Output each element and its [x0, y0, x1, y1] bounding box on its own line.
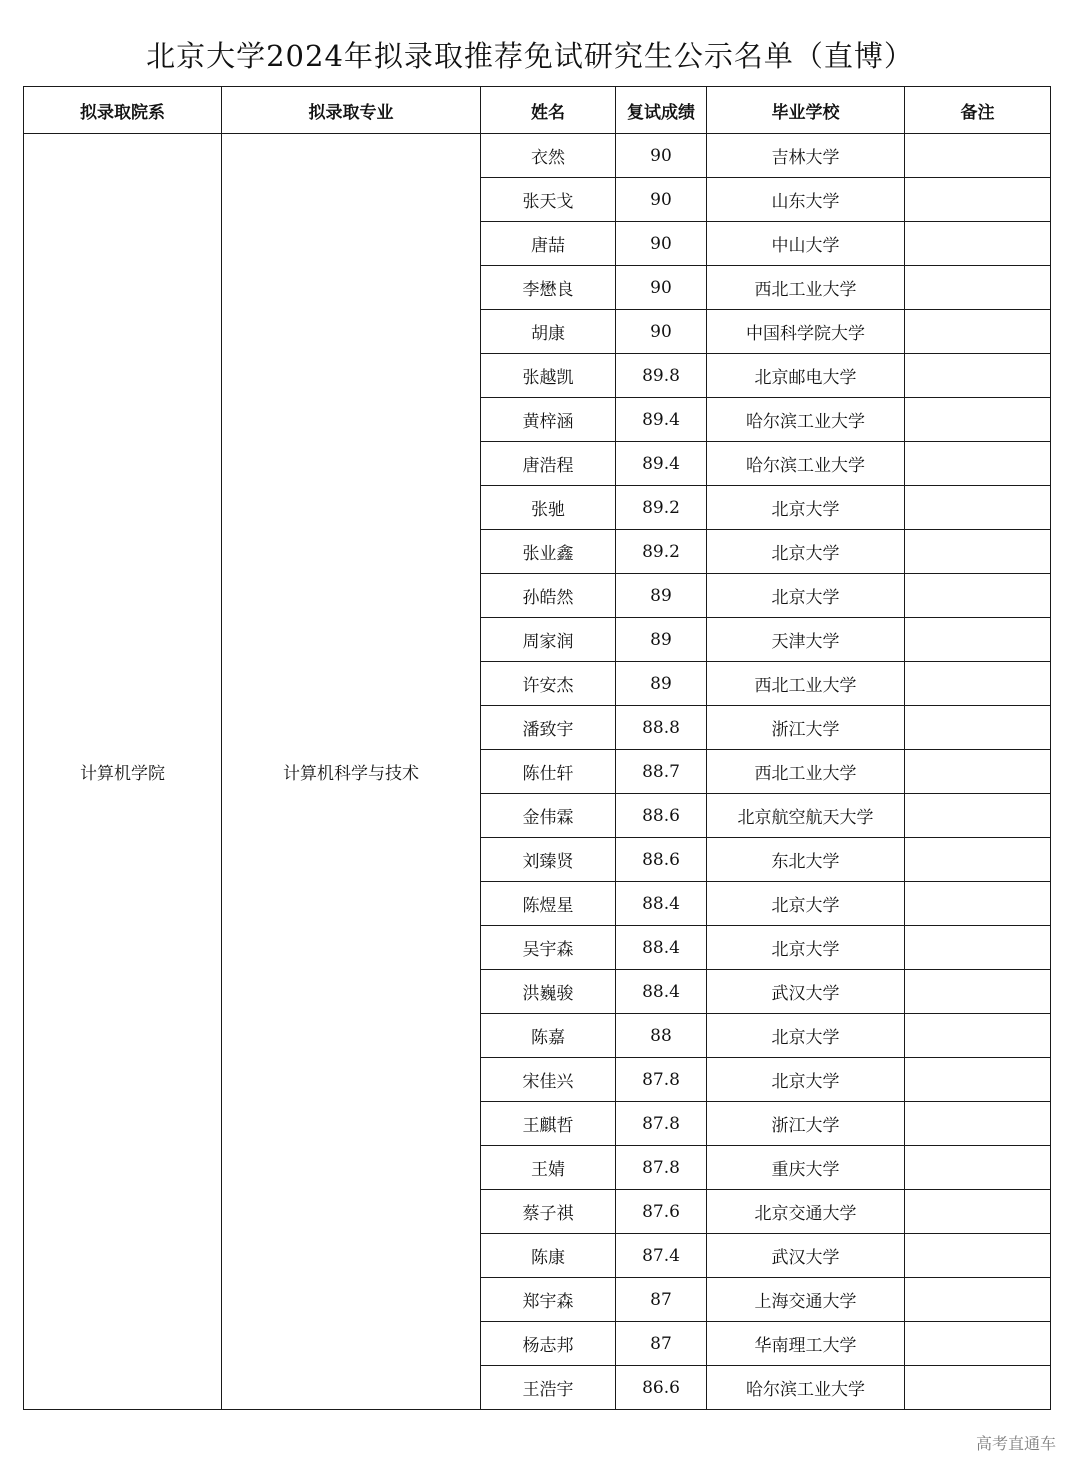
name-cell: 许安杰 — [481, 662, 616, 706]
score-cell: 89 — [616, 662, 707, 706]
school-cell: 西北工业大学 — [707, 266, 905, 310]
name-cell: 杨志邦 — [481, 1322, 616, 1366]
school-cell: 武汉大学 — [707, 1234, 905, 1278]
remark-cell — [905, 486, 1051, 530]
name-cell: 陈嘉 — [481, 1014, 616, 1058]
score-cell: 87 — [616, 1322, 707, 1366]
department-cell: 计算机学院 — [24, 134, 222, 1410]
school-cell: 上海交通大学 — [707, 1278, 905, 1322]
remark-cell — [905, 178, 1051, 222]
table-body — [24, 134, 1051, 1410]
admission-table — [23, 86, 1051, 1410]
school-cell: 北京大学 — [707, 574, 905, 618]
name-cell: 黄梓涵 — [481, 398, 616, 442]
remark-cell — [905, 1322, 1051, 1366]
remark-cell — [905, 398, 1051, 442]
school-cell: 西北工业大学 — [707, 750, 905, 794]
score-cell: 88.4 — [616, 926, 707, 970]
name-cell: 唐喆 — [481, 222, 616, 266]
remark-cell — [905, 354, 1051, 398]
remark-cell — [905, 662, 1051, 706]
table-row — [24, 134, 1051, 178]
school-cell: 北京大学 — [707, 486, 905, 530]
name-cell: 郑宇森 — [481, 1278, 616, 1322]
school-cell: 哈尔滨工业大学 — [707, 442, 905, 486]
header-major: 拟录取专业 — [222, 87, 481, 134]
school-cell: 北京航空航天大学 — [707, 794, 905, 838]
major-cell: 计算机科学与技术 — [222, 134, 481, 1410]
header-school: 毕业学校 — [707, 87, 905, 134]
remark-cell — [905, 838, 1051, 882]
remark-cell — [905, 1234, 1051, 1278]
remark-cell — [905, 1278, 1051, 1322]
name-cell: 潘致宇 — [481, 706, 616, 750]
name-cell: 陈康 — [481, 1234, 616, 1278]
remark-cell — [905, 310, 1051, 354]
header-score: 复试成绩 — [616, 87, 707, 134]
remark-cell — [905, 706, 1051, 750]
watermark: 高考直通车 — [975, 1434, 1056, 1453]
score-cell: 88.4 — [616, 970, 707, 1014]
score-cell: 88.6 — [616, 794, 707, 838]
name-cell: 衣然 — [481, 134, 616, 178]
remark-cell — [905, 794, 1051, 838]
remark-cell — [905, 970, 1051, 1014]
school-cell: 北京邮电大学 — [707, 354, 905, 398]
remark-cell — [905, 442, 1051, 486]
score-cell: 88.8 — [616, 706, 707, 750]
name-cell: 胡康 — [481, 310, 616, 354]
school-cell: 中山大学 — [707, 222, 905, 266]
remark-cell — [905, 1058, 1051, 1102]
score-cell: 89.2 — [616, 486, 707, 530]
page-title: 北京大学2024年拟录取推荐免试研究生公示名单（直博） — [146, 39, 914, 73]
name-cell: 吴宇森 — [481, 926, 616, 970]
school-cell: 西北工业大学 — [707, 662, 905, 706]
school-cell: 浙江大学 — [707, 706, 905, 750]
remark-cell — [905, 1146, 1051, 1190]
name-cell: 王麒哲 — [481, 1102, 616, 1146]
header-department: 拟录取院系 — [24, 87, 222, 134]
remark-cell — [905, 222, 1051, 266]
school-cell: 北京大学 — [707, 1014, 905, 1058]
score-cell: 87.8 — [616, 1146, 707, 1190]
remark-cell — [905, 530, 1051, 574]
remark-cell — [905, 1014, 1051, 1058]
name-cell: 金伟霖 — [481, 794, 616, 838]
name-cell: 张驰 — [481, 486, 616, 530]
school-cell: 北京交通大学 — [707, 1190, 905, 1234]
school-cell: 山东大学 — [707, 178, 905, 222]
school-cell: 北京大学 — [707, 1058, 905, 1102]
school-cell: 哈尔滨工业大学 — [707, 398, 905, 442]
score-cell: 87 — [616, 1278, 707, 1322]
name-cell: 李懋良 — [481, 266, 616, 310]
header-remark: 备注 — [905, 87, 1051, 134]
name-cell: 王浩宇 — [481, 1366, 616, 1410]
table-header-row — [24, 87, 1051, 134]
remark-cell — [905, 882, 1051, 926]
remark-cell — [905, 1366, 1051, 1410]
name-cell: 周家润 — [481, 618, 616, 662]
name-cell: 洪巍骏 — [481, 970, 616, 1014]
name-cell: 陈仕轩 — [481, 750, 616, 794]
school-cell: 天津大学 — [707, 618, 905, 662]
score-cell: 89.4 — [616, 398, 707, 442]
name-cell: 王婧 — [481, 1146, 616, 1190]
name-cell: 张天戈 — [481, 178, 616, 222]
score-cell: 86.6 — [616, 1366, 707, 1410]
remark-cell — [905, 750, 1051, 794]
remark-cell — [905, 1190, 1051, 1234]
name-cell: 刘臻贤 — [481, 838, 616, 882]
header-name: 姓名 — [481, 87, 616, 134]
name-cell: 陈煜星 — [481, 882, 616, 926]
school-cell: 重庆大学 — [707, 1146, 905, 1190]
score-cell: 89 — [616, 574, 707, 618]
name-cell: 孙皓然 — [481, 574, 616, 618]
remark-cell — [905, 574, 1051, 618]
score-cell: 90 — [616, 134, 707, 178]
score-cell: 90 — [616, 178, 707, 222]
name-cell: 宋佳兴 — [481, 1058, 616, 1102]
name-cell: 唐浩程 — [481, 442, 616, 486]
score-cell: 89 — [616, 618, 707, 662]
name-cell: 张业鑫 — [481, 530, 616, 574]
score-cell: 88.6 — [616, 838, 707, 882]
remark-cell — [905, 618, 1051, 662]
score-cell: 89.4 — [616, 442, 707, 486]
school-cell: 哈尔滨工业大学 — [707, 1366, 905, 1410]
name-cell: 蔡子祺 — [481, 1190, 616, 1234]
school-cell: 浙江大学 — [707, 1102, 905, 1146]
score-cell: 88.7 — [616, 750, 707, 794]
score-cell: 88 — [616, 1014, 707, 1058]
school-cell: 武汉大学 — [707, 970, 905, 1014]
school-cell: 华南理工大学 — [707, 1322, 905, 1366]
school-cell: 北京大学 — [707, 926, 905, 970]
score-cell: 89.2 — [616, 530, 707, 574]
score-cell: 87.4 — [616, 1234, 707, 1278]
remark-cell — [905, 926, 1051, 970]
remark-cell — [905, 1102, 1051, 1146]
score-cell: 88.4 — [616, 882, 707, 926]
name-cell: 张越凯 — [481, 354, 616, 398]
remark-cell — [905, 266, 1051, 310]
score-cell: 87.8 — [616, 1102, 707, 1146]
remark-cell — [905, 134, 1051, 178]
score-cell: 90 — [616, 222, 707, 266]
score-cell: 87.8 — [616, 1058, 707, 1102]
school-cell: 东北大学 — [707, 838, 905, 882]
school-cell: 北京大学 — [707, 882, 905, 926]
score-cell: 90 — [616, 310, 707, 354]
score-cell: 89.8 — [616, 354, 707, 398]
school-cell: 吉林大学 — [707, 134, 905, 178]
school-cell: 北京大学 — [707, 530, 905, 574]
school-cell: 中国科学院大学 — [707, 310, 905, 354]
score-cell: 87.6 — [616, 1190, 707, 1234]
score-cell: 90 — [616, 266, 707, 310]
